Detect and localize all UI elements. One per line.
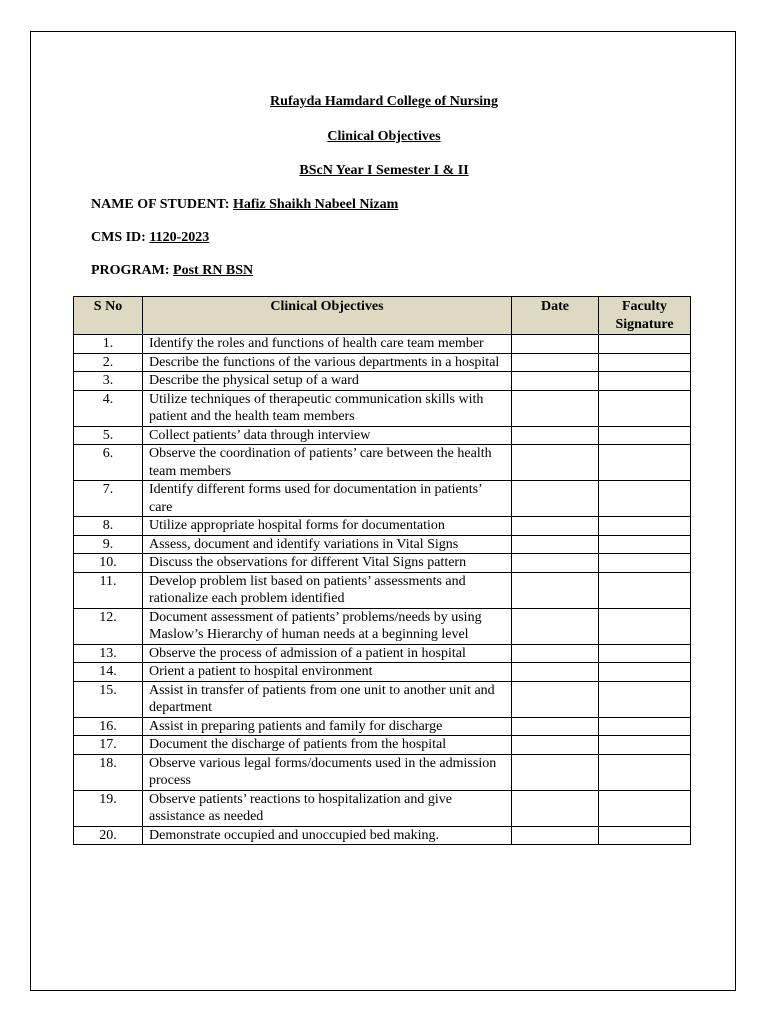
row-date-cell: [512, 445, 599, 481]
row-sno: 18.: [74, 754, 143, 790]
row-signature-cell: [599, 826, 691, 845]
row-objective: Observe the process of admission of a patient in hospital: [143, 644, 512, 663]
row-sno: 14.: [74, 663, 143, 682]
row-objective: Observe various legal forms/documents used in the admission process: [143, 754, 512, 790]
row-objective: Observe the coordination of patients’ care between the health team members: [143, 445, 512, 481]
row-signature-cell: [599, 681, 691, 717]
table-row: [74, 826, 691, 845]
row-sno: 6.: [74, 445, 143, 481]
row-date-cell: [512, 754, 599, 790]
row-date-cell: [512, 681, 599, 717]
row-date-cell: [512, 535, 599, 554]
table-row: [74, 353, 691, 372]
student-name-field: [91, 197, 398, 213]
table-row: [74, 372, 691, 391]
row-signature-cell: [599, 445, 691, 481]
table-header-row: [74, 297, 691, 335]
table-row: [74, 736, 691, 755]
college-name: Rufayda Hamdard College of Nursing: [270, 94, 498, 109]
row-signature-cell: [599, 554, 691, 573]
table-row: [74, 717, 691, 736]
document-title: Clinical Objectives: [327, 129, 441, 144]
student-name-label: NAME OF STUDENT:: [91, 197, 230, 212]
row-signature-cell: [599, 790, 691, 826]
row-signature-cell: [599, 754, 691, 790]
row-signature-cell: [599, 335, 691, 354]
row-sno: 9.: [74, 535, 143, 554]
table-row: [74, 517, 691, 536]
row-sno: 12.: [74, 608, 143, 644]
row-sno: 15.: [74, 681, 143, 717]
row-date-cell: [512, 554, 599, 573]
table-row: [74, 663, 691, 682]
clinical-objectives-table: [73, 296, 691, 845]
row-date-cell: [512, 736, 599, 755]
row-objective: Document assessment of patients’ problems/needs by using Maslow’s Hierarchy of human needs at a beginning level: [143, 608, 512, 644]
header-objectives: Clinical Objectives: [143, 297, 512, 335]
row-date-cell: [512, 335, 599, 354]
row-date-cell: [512, 717, 599, 736]
row-objective: Develop problem list based on patients’ assessments and rationalize each problem identified: [143, 572, 512, 608]
table-row: [74, 644, 691, 663]
row-signature-cell: [599, 663, 691, 682]
row-sno: 16.: [74, 717, 143, 736]
cms-id-label: CMS ID:: [91, 230, 146, 245]
row-date-cell: [512, 572, 599, 608]
row-date-cell: [512, 426, 599, 445]
row-sno: 8.: [74, 517, 143, 536]
row-objective: Observe patients’ reactions to hospitalization and give assistance as needed: [143, 790, 512, 826]
row-objective: Assist in preparing patients and family for discharge: [143, 717, 512, 736]
student-name-value: Hafiz Shaikh Nabeel Nizam: [232, 197, 399, 212]
row-objective: Describe the physical setup of a ward: [143, 372, 512, 391]
table-row: [74, 535, 691, 554]
row-signature-cell: [599, 372, 691, 391]
row-date-cell: [512, 481, 599, 517]
row-sno: 2.: [74, 353, 143, 372]
row-signature-cell: [599, 736, 691, 755]
row-objective: Demonstrate occupied and unoccupied bed making.: [143, 826, 512, 845]
table-row: [74, 390, 691, 426]
row-objective: Utilize appropriate hospital forms for documentation: [143, 517, 512, 536]
table-row: [74, 608, 691, 644]
row-date-cell: [512, 644, 599, 663]
row-signature-cell: [599, 517, 691, 536]
row-sno: 1.: [74, 335, 143, 354]
table-row: [74, 754, 691, 790]
row-signature-cell: [599, 390, 691, 426]
row-signature-cell: [599, 353, 691, 372]
row-sno: 13.: [74, 644, 143, 663]
header-faculty-signature: Faculty Signature: [599, 297, 691, 335]
table-row: [74, 554, 691, 573]
row-date-cell: [512, 608, 599, 644]
table-row: [74, 572, 691, 608]
table-row: [74, 335, 691, 354]
row-date-cell: [512, 790, 599, 826]
row-sno: 5.: [74, 426, 143, 445]
row-objective: Describe the functions of the various departments in a hospital: [143, 353, 512, 372]
row-objective: Document the discharge of patients from the hospital: [143, 736, 512, 755]
program-field: [91, 263, 253, 279]
cms-id-value: 1120-2023: [149, 230, 210, 245]
program-label: PROGRAM:: [91, 263, 170, 278]
table-row: [74, 790, 691, 826]
table-row: [74, 681, 691, 717]
table-row: [74, 445, 691, 481]
row-sno: 11.: [74, 572, 143, 608]
row-sno: 3.: [74, 372, 143, 391]
cms-id-field: [91, 230, 209, 246]
row-signature-cell: [599, 426, 691, 445]
row-objective: Identify different forms used for documentation in patients’ care: [143, 481, 512, 517]
program-year: BScN Year I Semester I & II: [299, 163, 469, 178]
table-row: [74, 426, 691, 445]
row-objective: Utilize techniques of therapeutic communication skills with patient and the health team members: [143, 390, 512, 426]
row-signature-cell: [599, 644, 691, 663]
row-sno: 17.: [74, 736, 143, 755]
table-row: [74, 481, 691, 517]
row-signature-cell: [599, 481, 691, 517]
row-objective: Discuss the observations for different Vital Signs pattern: [143, 554, 512, 573]
row-date-cell: [512, 390, 599, 426]
row-date-cell: [512, 517, 599, 536]
row-sno: 7.: [74, 481, 143, 517]
program-value: Post RN BSN: [173, 263, 254, 278]
row-date-cell: [512, 826, 599, 845]
header-sno: S No: [74, 297, 143, 335]
row-signature-cell: [599, 535, 691, 554]
row-signature-cell: [599, 717, 691, 736]
row-date-cell: [512, 663, 599, 682]
row-sno: 20.: [74, 826, 143, 845]
header-date: Date: [512, 297, 599, 335]
row-signature-cell: [599, 608, 691, 644]
row-objective: Collect patients’ data through interview: [143, 426, 512, 445]
row-sno: 19.: [74, 790, 143, 826]
row-objective: Identify the roles and functions of health care team member: [143, 335, 512, 354]
row-objective: Assist in transfer of patients from one unit to another unit and department: [143, 681, 512, 717]
row-sno: 10.: [74, 554, 143, 573]
row-objective: Orient a patient to hospital environment: [143, 663, 512, 682]
row-date-cell: [512, 372, 599, 391]
row-sno: 4.: [74, 390, 143, 426]
row-date-cell: [512, 353, 599, 372]
row-objective: Assess, document and identify variations in Vital Signs: [143, 535, 512, 554]
row-signature-cell: [599, 572, 691, 608]
